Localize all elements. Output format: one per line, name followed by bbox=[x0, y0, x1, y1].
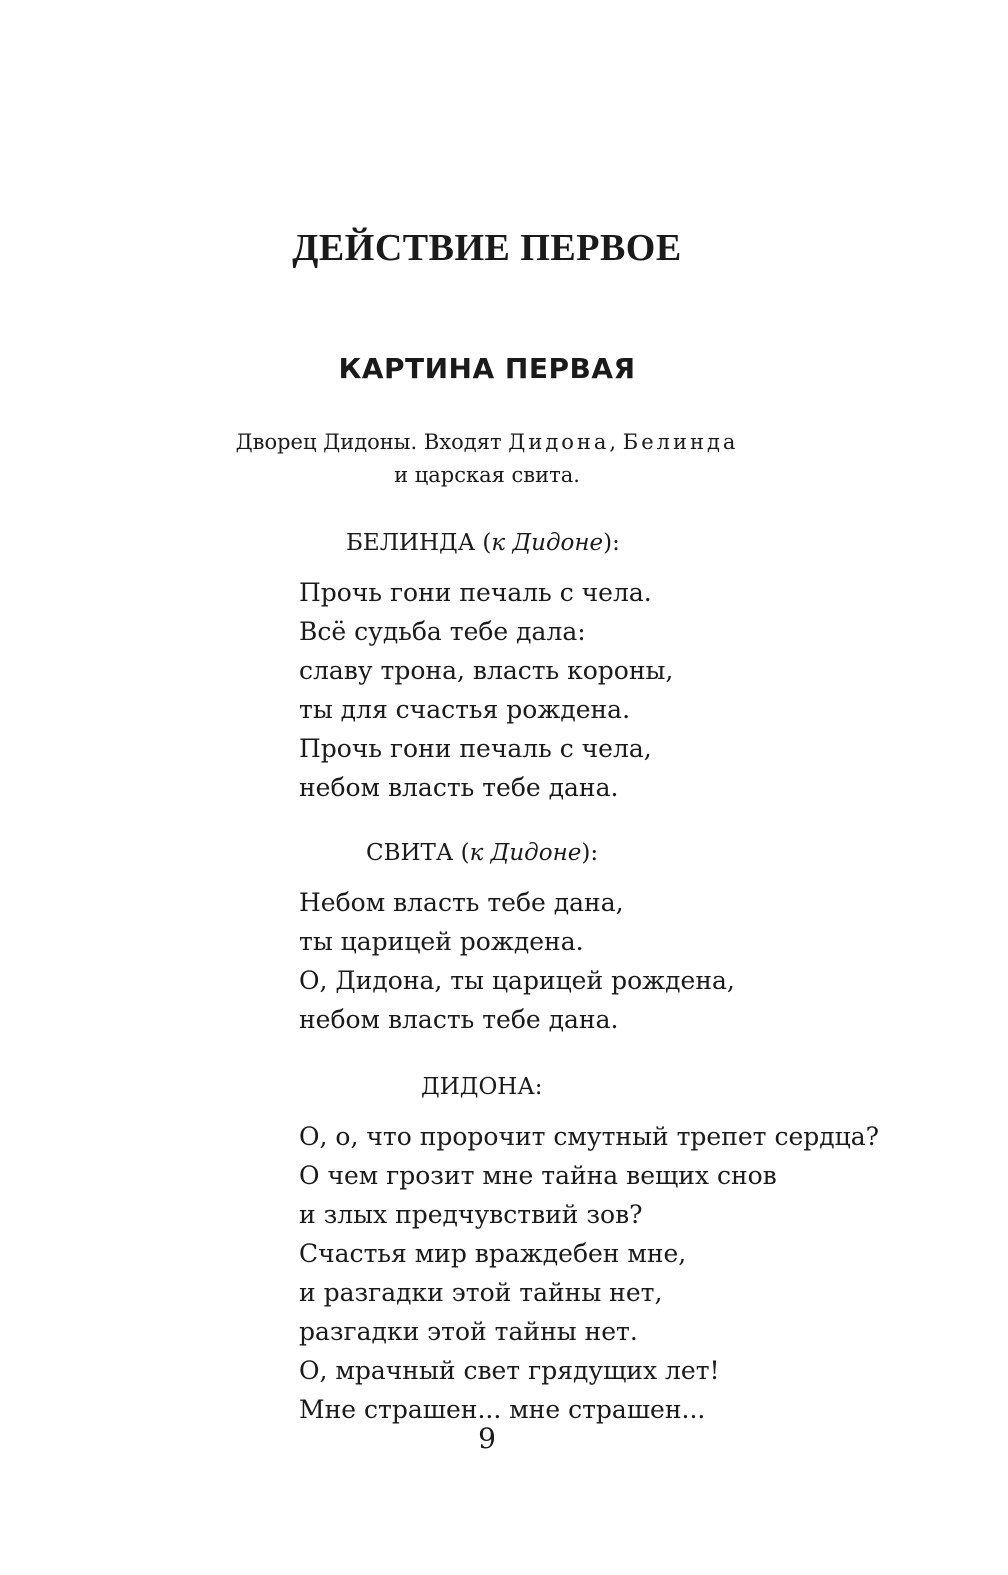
verse-belinda bbox=[299, 573, 673, 807]
verse-line: ты для счастья рождена. bbox=[299, 695, 631, 724]
speaker-paren-open: ( bbox=[453, 840, 470, 866]
speaker-paren-close: ): bbox=[581, 840, 599, 866]
verse-line: славу трона, власть короны, bbox=[299, 656, 674, 685]
act-title: ДЕЙСТВИЕ ПЕРВОЕ bbox=[292, 227, 682, 269]
verse-line: и разгадки этой тайны нет, bbox=[299, 1278, 663, 1307]
speaker-aside: к Дидоне bbox=[469, 840, 582, 866]
speaker-dido bbox=[421, 1074, 543, 1100]
verse-dido bbox=[299, 1117, 879, 1429]
speaker-paren-open: ( bbox=[475, 530, 492, 556]
verse-line: небом власть тебе дана. bbox=[299, 1005, 619, 1034]
character-name-dido: Дидона bbox=[508, 430, 610, 454]
verse-line: О, о, что пророчит смутный трепет сердца? bbox=[299, 1122, 880, 1151]
verse-line: и злых предчувствий зов? bbox=[299, 1200, 643, 1229]
scene-title: КАРТИНА ПЕРВАЯ bbox=[338, 352, 636, 385]
speaker-name: ДИДОНА: bbox=[421, 1074, 543, 1100]
verse-line: Счастья мир враждебен мне, bbox=[299, 1239, 687, 1268]
verse-line: Прочь гони печаль с чела, bbox=[299, 734, 652, 763]
verse-line: О, мрачный свет грядущих лет! bbox=[299, 1356, 720, 1385]
verse-line: разгадки этой тайны нет. bbox=[299, 1317, 638, 1346]
verse-line: Мне страшен... мне страшен... bbox=[299, 1395, 706, 1424]
stage-direction-separator: , bbox=[609, 430, 623, 454]
stage-direction-prefix: Дворец Дидоны. Входят bbox=[235, 430, 509, 454]
verse-retinue bbox=[299, 883, 735, 1039]
stage-direction bbox=[0, 426, 974, 492]
page-number: 9 bbox=[478, 1422, 496, 1455]
verse-line: Всё судьба тебе дала: bbox=[299, 617, 586, 646]
speaker-belinda bbox=[346, 530, 620, 556]
character-name-belinda: Белинда bbox=[622, 430, 739, 454]
verse-line: ты царицей рождена. bbox=[299, 927, 584, 956]
stage-direction-line2: и царская свита. bbox=[394, 463, 580, 487]
speaker-name: СВИТА bbox=[366, 840, 454, 866]
verse-line: Прочь гони печаль с чела. bbox=[299, 578, 652, 607]
speaker-retinue bbox=[366, 840, 598, 866]
verse-line: О, Дидона, ты царицей рождена, bbox=[299, 966, 735, 995]
verse-line: О чем грозит мне тайна вещих снов bbox=[299, 1161, 777, 1190]
verse-line: небом власть тебе дана. bbox=[299, 773, 619, 802]
speaker-name: БЕЛИНДА bbox=[346, 530, 476, 556]
speaker-aside: к Дидоне bbox=[491, 530, 604, 556]
speaker-paren-close: ): bbox=[603, 530, 620, 556]
verse-line: Небом власть тебе дана, bbox=[299, 888, 624, 917]
